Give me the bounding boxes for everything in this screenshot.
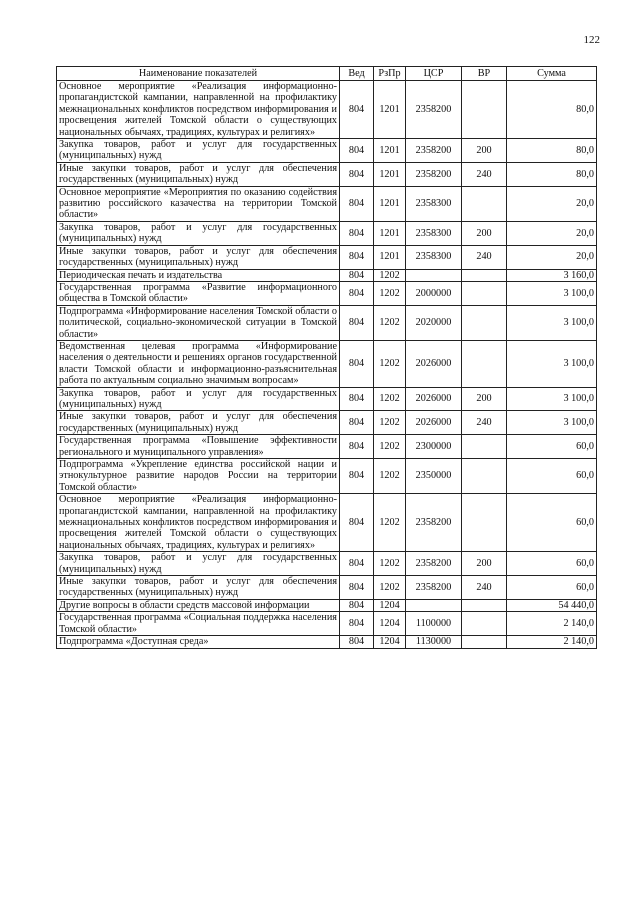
header-ved: Вед [340, 67, 374, 81]
cell-sum: 60,0 [507, 459, 597, 494]
cell-ved: 804 [340, 387, 374, 411]
cell-csr [406, 599, 462, 611]
cell-sum: 20,0 [507, 245, 597, 269]
cell-ved: 804 [340, 576, 374, 600]
cell-rzpr: 1201 [374, 221, 406, 245]
cell-vr [462, 269, 507, 281]
cell-sum: 60,0 [507, 552, 597, 576]
table-header-row [57, 67, 597, 81]
cell-csr: 2358200 [406, 552, 462, 576]
cell-name: Подпрограмма «Укрепление единства российской нации и этнокультурное развитие народов России на территории Томской области» [57, 459, 340, 494]
table-row [57, 269, 597, 281]
cell-vr: 200 [462, 552, 507, 576]
cell-name: Иные закупки товаров, работ и услуг для обеспечения государственных (муниципальных) нужд [57, 411, 340, 435]
cell-rzpr: 1201 [374, 162, 406, 186]
cell-ved: 804 [340, 221, 374, 245]
table-row [57, 305, 597, 340]
cell-vr [462, 494, 507, 552]
cell-ved: 804 [340, 186, 374, 221]
table-row [57, 139, 597, 163]
cell-sum: 20,0 [507, 186, 597, 221]
cell-ved: 804 [340, 162, 374, 186]
table-row [57, 599, 597, 611]
table-row [57, 435, 597, 459]
table-row [57, 340, 597, 387]
cell-name: Подпрограмма «Информирование населения Томской области о политической, социально-экономической ситуации в Томской области» [57, 305, 340, 340]
cell-csr: 2350000 [406, 459, 462, 494]
cell-csr: 1130000 [406, 636, 462, 648]
cell-rzpr: 1201 [374, 186, 406, 221]
cell-rzpr: 1202 [374, 435, 406, 459]
cell-sum: 2 140,0 [507, 636, 597, 648]
cell-rzpr: 1202 [374, 459, 406, 494]
cell-rzpr: 1202 [374, 576, 406, 600]
cell-name: Периодическая печать и издательства [57, 269, 340, 281]
cell-sum: 60,0 [507, 435, 597, 459]
cell-name: Закупка товаров, работ и услуг для государственных (муниципальных) нужд [57, 139, 340, 163]
header-csr: ЦСР [406, 67, 462, 81]
cell-vr [462, 636, 507, 648]
cell-name: Подпрограмма «Доступная среда» [57, 636, 340, 648]
cell-ved: 804 [340, 305, 374, 340]
cell-csr: 2358200 [406, 576, 462, 600]
cell-csr: 2358200 [406, 162, 462, 186]
header-name: Наименование показателей [57, 67, 340, 81]
cell-name: Иные закупки товаров, работ и услуг для обеспечения государственных (муниципальных) нужд [57, 162, 340, 186]
cell-rzpr: 1202 [374, 552, 406, 576]
cell-rzpr: 1202 [374, 411, 406, 435]
cell-sum: 3 100,0 [507, 411, 597, 435]
cell-ved: 804 [340, 139, 374, 163]
cell-ved: 804 [340, 269, 374, 281]
cell-rzpr: 1204 [374, 612, 406, 636]
table-row [57, 221, 597, 245]
cell-vr: 200 [462, 221, 507, 245]
cell-name: Государственная программа «Развитие информационного общества в Томской области» [57, 281, 340, 305]
cell-vr [462, 281, 507, 305]
table-row [57, 552, 597, 576]
cell-ved: 804 [340, 612, 374, 636]
cell-name: Закупка товаров, работ и услуг для государственных (муниципальных) нужд [57, 387, 340, 411]
cell-sum: 80,0 [507, 162, 597, 186]
cell-csr: 2358200 [406, 139, 462, 163]
cell-sum: 3 100,0 [507, 281, 597, 305]
cell-ved: 804 [340, 340, 374, 387]
cell-name: Закупка товаров, работ и услуг для государственных (муниципальных) нужд [57, 221, 340, 245]
cell-sum: 54 440,0 [507, 599, 597, 611]
cell-name: Другие вопросы в области средств массовой информации [57, 599, 340, 611]
table-row [57, 576, 597, 600]
cell-name: Государственная программа «Повышение эффективности регионального и муниципального управления» [57, 435, 340, 459]
cell-csr: 1100000 [406, 612, 462, 636]
cell-sum: 60,0 [507, 576, 597, 600]
cell-rzpr: 1202 [374, 387, 406, 411]
cell-name: Основное мероприятие «Реализация информационно-пропагандистской кампании, направленной на профилактику межнациональных конфликтов посредством информирования и просвещения жителей Томской области о существующих национальных обычаях, традициях, культурах и религиях» [57, 494, 340, 552]
header-vr: ВР [462, 67, 507, 81]
cell-sum: 3 100,0 [507, 340, 597, 387]
cell-name: Иные закупки товаров, работ и услуг для обеспечения государственных (муниципальных) нужд [57, 245, 340, 269]
cell-rzpr: 1202 [374, 281, 406, 305]
cell-ved: 804 [340, 494, 374, 552]
header-rzpr: РзПр [374, 67, 406, 81]
cell-csr: 2020000 [406, 305, 462, 340]
cell-vr [462, 612, 507, 636]
cell-rzpr: 1202 [374, 269, 406, 281]
cell-sum: 60,0 [507, 494, 597, 552]
cell-sum: 2 140,0 [507, 612, 597, 636]
table-row [57, 162, 597, 186]
cell-vr [462, 599, 507, 611]
cell-csr: 2358300 [406, 186, 462, 221]
cell-csr: 2358300 [406, 245, 462, 269]
cell-ved: 804 [340, 459, 374, 494]
cell-vr: 240 [462, 411, 507, 435]
cell-ved: 804 [340, 599, 374, 611]
cell-vr [462, 459, 507, 494]
cell-ved: 804 [340, 81, 374, 139]
cell-rzpr: 1204 [374, 599, 406, 611]
cell-sum: 3 160,0 [507, 269, 597, 281]
page-number: 122 [583, 34, 600, 46]
table-row [57, 81, 597, 139]
table-row [57, 411, 597, 435]
cell-csr: 2026000 [406, 411, 462, 435]
cell-vr [462, 81, 507, 139]
table-row [57, 281, 597, 305]
cell-csr: 2000000 [406, 281, 462, 305]
table-row [57, 636, 597, 648]
table-row [57, 494, 597, 552]
cell-ved: 804 [340, 245, 374, 269]
cell-sum: 20,0 [507, 221, 597, 245]
cell-csr: 2358200 [406, 494, 462, 552]
table-body [57, 81, 597, 649]
table-row [57, 612, 597, 636]
cell-rzpr: 1201 [374, 139, 406, 163]
cell-rzpr: 1201 [374, 81, 406, 139]
cell-name: Закупка товаров, работ и услуг для государственных (муниципальных) нужд [57, 552, 340, 576]
cell-rzpr: 1201 [374, 245, 406, 269]
cell-ved: 804 [340, 552, 374, 576]
cell-ved: 804 [340, 411, 374, 435]
cell-rzpr: 1202 [374, 305, 406, 340]
cell-name: Ведомственная целевая программа «Информирование населения о деятельности и решениях органов государственной власти Томской области и информационно-разъяснительная работа по актуальным социально значимым вопросам» [57, 340, 340, 387]
cell-ved: 804 [340, 435, 374, 459]
cell-sum: 3 100,0 [507, 387, 597, 411]
cell-csr [406, 269, 462, 281]
table-row [57, 186, 597, 221]
cell-vr: 240 [462, 245, 507, 269]
cell-vr: 240 [462, 162, 507, 186]
table-row [57, 459, 597, 494]
cell-vr: 200 [462, 139, 507, 163]
cell-rzpr: 1204 [374, 636, 406, 648]
cell-vr: 240 [462, 576, 507, 600]
table-row [57, 387, 597, 411]
budget-table [56, 66, 597, 649]
cell-csr: 2026000 [406, 387, 462, 411]
cell-csr: 2358300 [406, 221, 462, 245]
cell-rzpr: 1202 [374, 494, 406, 552]
cell-vr [462, 340, 507, 387]
cell-ved: 804 [340, 281, 374, 305]
cell-csr: 2358200 [406, 81, 462, 139]
header-sum: Сумма [507, 67, 597, 81]
table-row [57, 245, 597, 269]
cell-ved: 804 [340, 636, 374, 648]
cell-csr: 2300000 [406, 435, 462, 459]
cell-name: Основное мероприятие «Мероприятия по оказанию содействия развитию российского казачества на территории Томской области» [57, 186, 340, 221]
cell-sum: 80,0 [507, 81, 597, 139]
cell-sum: 3 100,0 [507, 305, 597, 340]
cell-vr [462, 305, 507, 340]
cell-vr: 200 [462, 387, 507, 411]
cell-csr: 2026000 [406, 340, 462, 387]
cell-name: Иные закупки товаров, работ и услуг для обеспечения государственных (муниципальных) нужд [57, 576, 340, 600]
cell-sum: 80,0 [507, 139, 597, 163]
cell-name: Основное мероприятие «Реализация информационно-пропагандистской кампании, направленной на профилактику межнациональных конфликтов посредством информирования и просвещения жителей Томской области о существующих национальных обычаях, традициях, культурах и религиях» [57, 81, 340, 139]
cell-vr [462, 435, 507, 459]
cell-vr [462, 186, 507, 221]
cell-rzpr: 1202 [374, 340, 406, 387]
cell-name: Государственная программа «Социальная поддержка населения Томской области» [57, 612, 340, 636]
